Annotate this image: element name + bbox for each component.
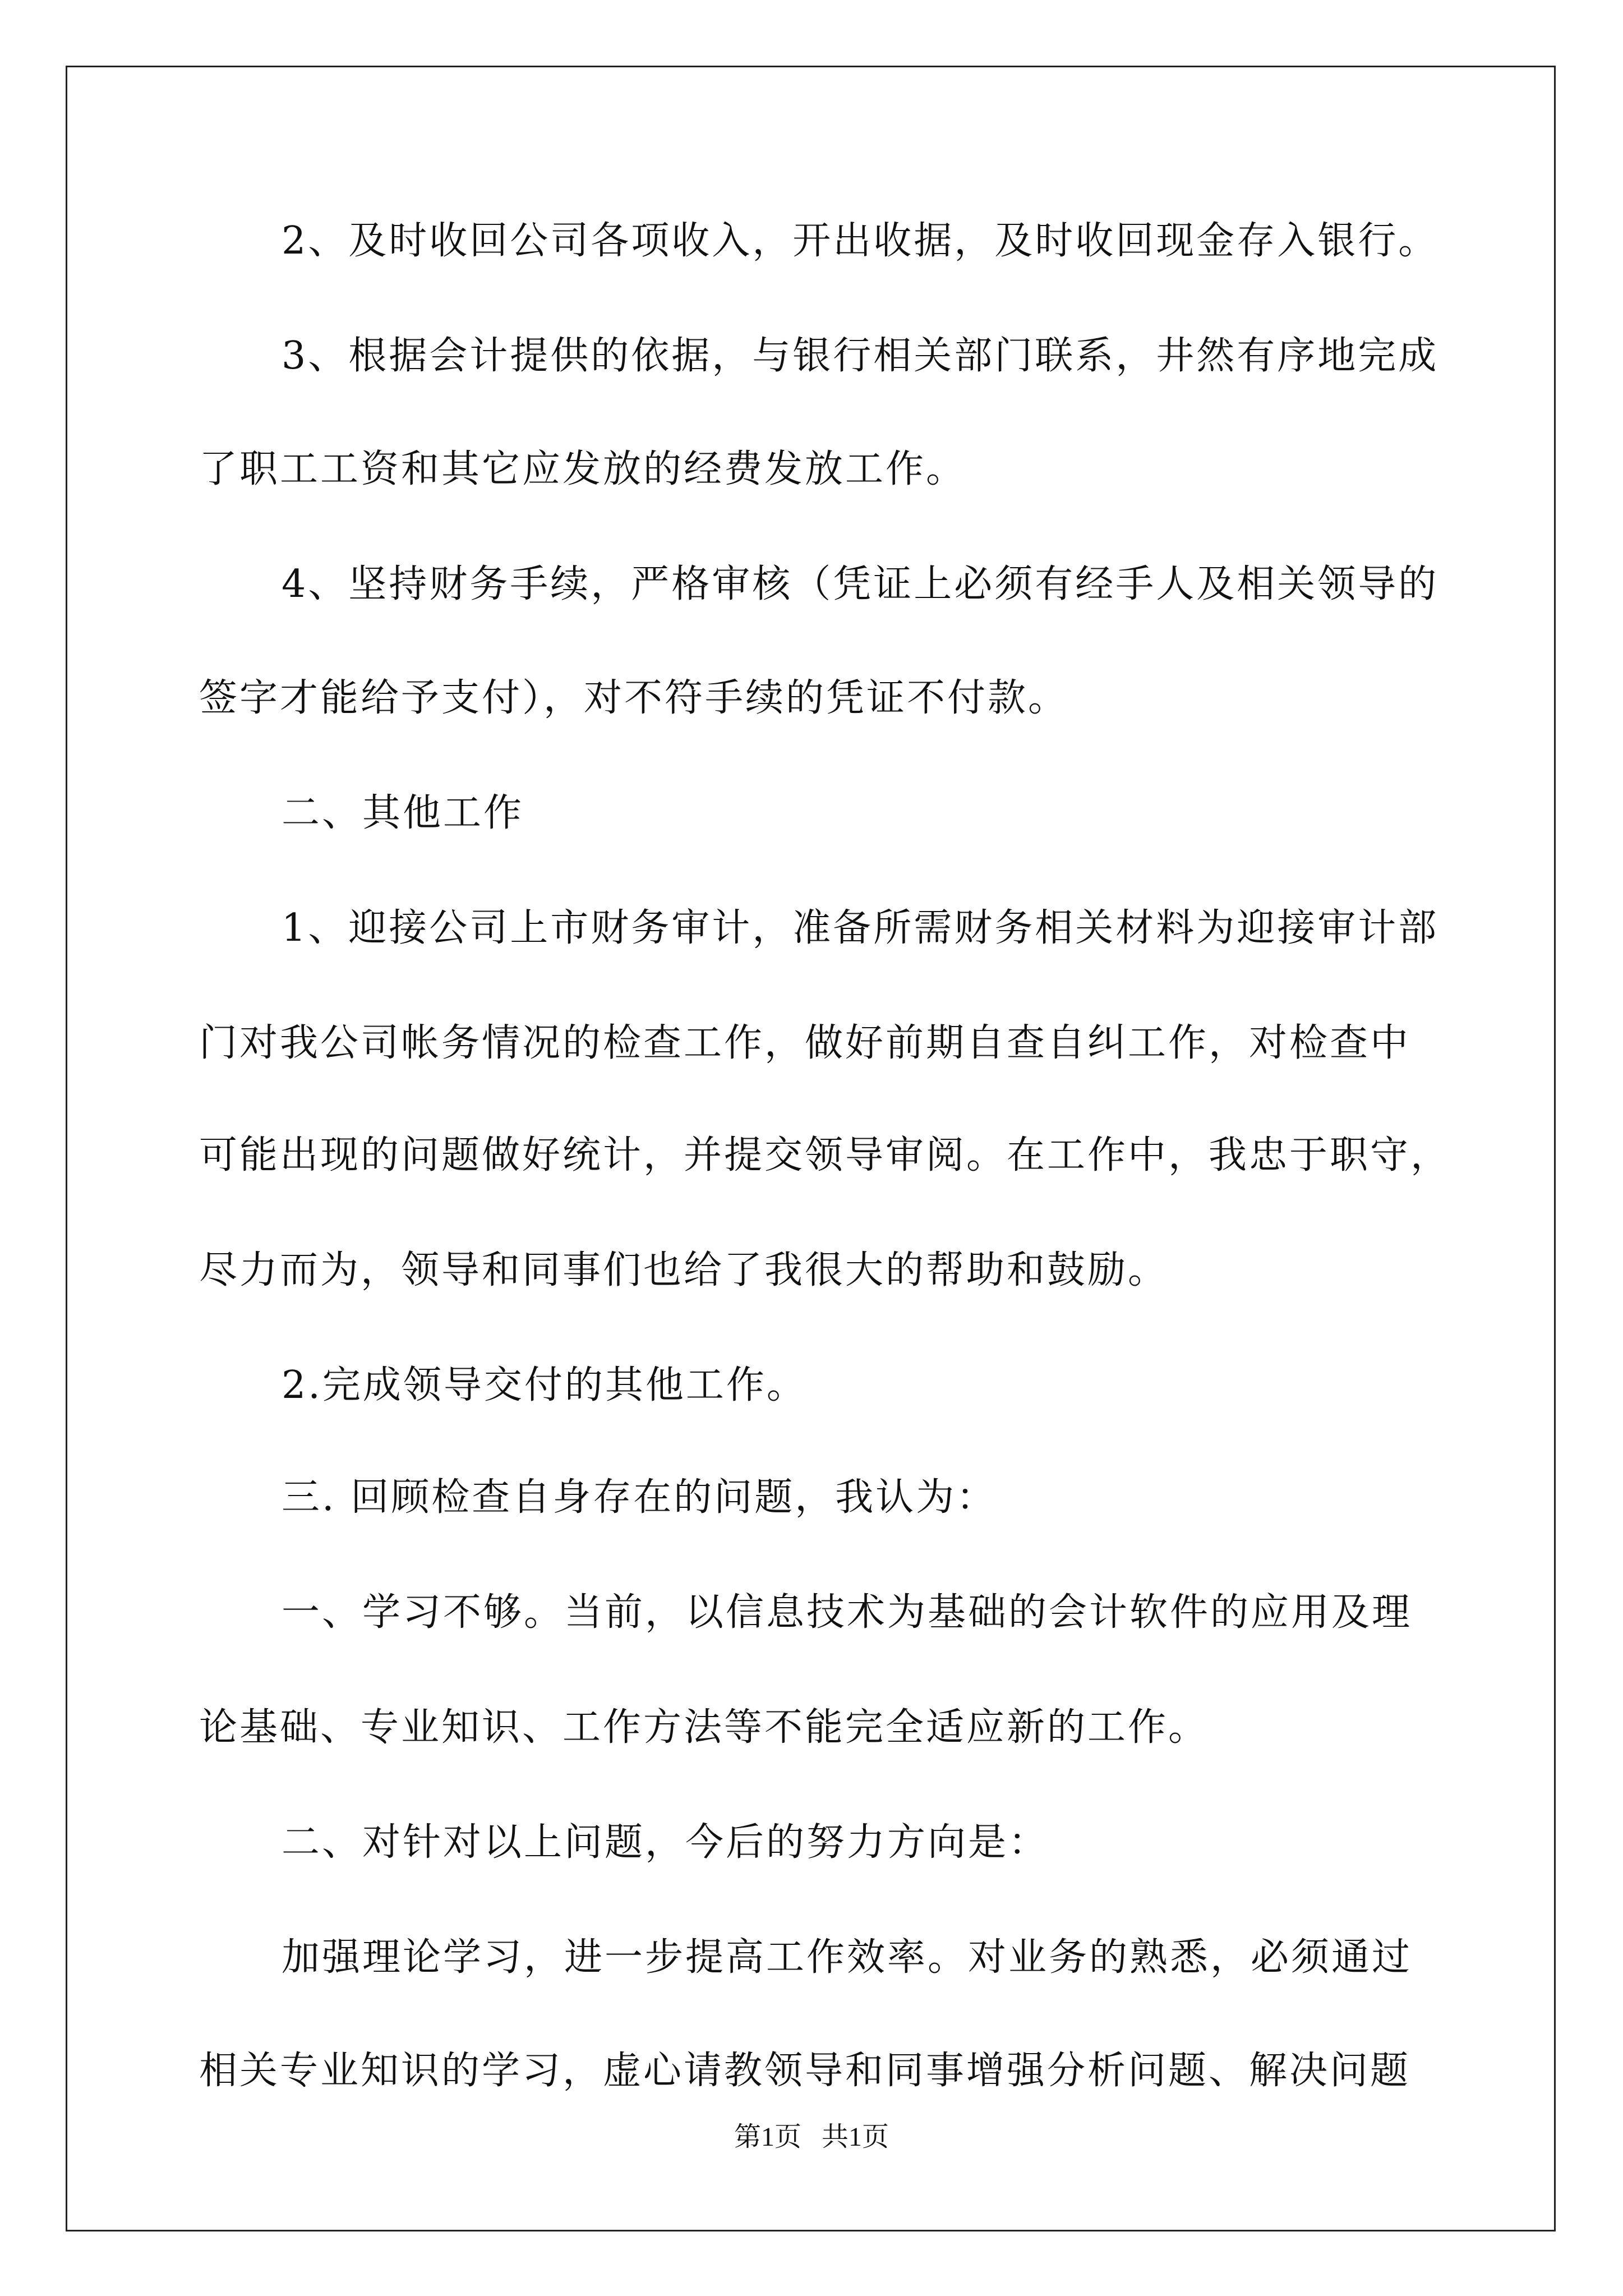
text-line-1: 2、及时收回公司各项收入，开出收据，及时收回现金存入银行。	[282, 219, 1439, 263]
page-footer	[0, 2120, 1623, 2154]
text-line-7: 1、迎接公司上市财务审计，准备所需财务相关材料为迎接审计部	[282, 906, 1439, 950]
text-line-8: 门对我公司帐务情况的检查工作，做好前期自查自纠工作，对检查中	[199, 1021, 1411, 1065]
text-line-5: 签字才能给予支付），对不符手续的凭证不付款。	[199, 676, 1069, 720]
text-line-16: 加强理论学习，进一步提高工作效率。对业务的熟悉，必须通过	[282, 1935, 1413, 1980]
text-line-9: 可能出现的问题做好统计，并提交领导审阅。在工作中，我忠于职守，	[199, 1133, 1451, 1177]
text-line-15: 二、对针对以上问题，今后的努力方向是：	[282, 1820, 1049, 1865]
page-total: 共1页	[822, 2122, 889, 2152]
text-line-11: 2.完成领导交付的其他工作。	[282, 1363, 807, 1407]
page-number: 第1页	[734, 2122, 801, 2152]
section-heading-review: 三. 回顾检查自身存在的问题，我认为：	[282, 1475, 997, 1520]
text-line-3: 了职工工资和其它应发放的经费发放工作。	[199, 447, 967, 491]
text-line-2: 3、根据会计提供的依据，与银行相关部门联系，井然有序地完成	[282, 334, 1439, 378]
section-heading-other-work: 二、其他工作	[282, 791, 524, 835]
text-line-17: 相关专业知识的学习，虚心请教领导和同事增强分析问题、解决问题	[199, 2049, 1411, 2093]
text-line-13: 一、学习不够。当前，以信息技术为基础的会计软件的应用及理	[282, 1590, 1413, 1635]
text-line-10: 尽力而为，领导和同事们也给了我很大的帮助和鼓励。	[199, 1248, 1169, 1292]
text-line-14: 论基础、专业知识、工作方法等不能完全适应新的工作。	[199, 1705, 1209, 1750]
text-line-4: 4、坚持财务手续，严格审核（凭证上必须有经手人及相关领导的	[282, 562, 1439, 606]
